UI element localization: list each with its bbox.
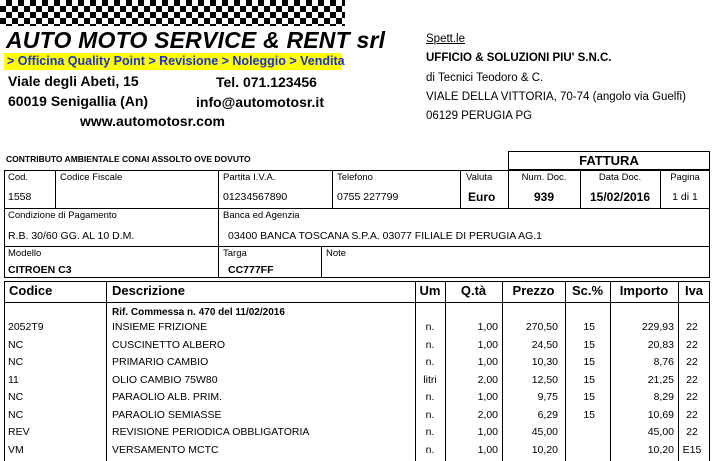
header-info-table xyxy=(4,170,710,278)
cell-importo: 45,00 xyxy=(647,426,674,438)
table-row xyxy=(0,424,726,441)
col-codice: Codice xyxy=(9,283,53,298)
cell-codice: NC xyxy=(8,408,24,421)
col-um: Um xyxy=(419,283,441,298)
col-descrizione: Descrizione xyxy=(112,283,185,298)
telefono-label: Telefono xyxy=(337,172,373,183)
cell-prezzo: 24,50 xyxy=(531,338,558,351)
cell-codice: NC xyxy=(8,391,24,403)
note-label: Note xyxy=(326,248,347,259)
cell-iva: 22 xyxy=(686,338,698,351)
customer-street: VIALE DELLA VITTORIA, 70-74 (angolo via Guelfi) xyxy=(426,91,686,103)
cell-descrizione: INSIEME FRIZIONE xyxy=(112,321,208,333)
col-iva: Iva xyxy=(684,283,704,298)
cell-iva: 22 xyxy=(686,426,698,438)
data-doc-value: 15/02/2016 xyxy=(589,190,651,204)
checkered-flag-banner xyxy=(0,0,345,26)
table-row xyxy=(0,442,726,459)
cell-prezzo: 45,00 xyxy=(531,426,558,438)
cell-prezzo: 9,75 xyxy=(537,391,558,403)
cod-label: Cod. xyxy=(8,172,29,183)
piva-value: 01234567890 xyxy=(223,191,288,203)
cell-codice: 11 xyxy=(8,373,19,386)
col-importo: Importo xyxy=(619,283,669,298)
cell-qta: 1,00 xyxy=(477,338,498,351)
data-doc-label: Data Doc. xyxy=(598,172,642,183)
cell-descrizione: PRIMARIO CAMBIO xyxy=(112,356,209,368)
cell-importo: 20,83 xyxy=(647,338,674,351)
cell-codice: 2052T9 xyxy=(8,321,44,333)
doc-type: FATTURA xyxy=(579,153,639,168)
cell-descrizione: REVISIONE PERIODICA OBBLIGATORIA xyxy=(112,426,310,438)
cell-um: n. xyxy=(425,338,435,351)
cell-codice: REV xyxy=(8,426,30,438)
cell-importo: 10,20 xyxy=(647,443,674,456)
cell-iva: E15 xyxy=(682,443,702,456)
modello-value: CITROEN C3 xyxy=(8,264,72,276)
cell-sconto: 15 xyxy=(583,408,595,421)
conai-notice: CONTRIBUTO AMBIENTALE CONAI ASSOLTO OVE DOVUTO xyxy=(6,154,251,164)
cell-iva: 22 xyxy=(686,373,698,386)
banca-value: 03400 BANCA TOSCANA S.P.A. 03077 FILIALE DI PERUGIA AG.1 xyxy=(228,230,543,242)
cell-qta: 1,00 xyxy=(477,356,498,368)
table-row xyxy=(0,319,726,336)
table-row xyxy=(0,354,726,371)
cell-codice: NC xyxy=(8,338,24,351)
piva-label: Partita I.V.A. xyxy=(223,172,276,183)
customer-owner: di Tecnici Teodoro & C. xyxy=(426,72,544,84)
company-phone: Tel. 071.123456 xyxy=(216,74,317,90)
company-city: 60019 Senigallia (An) xyxy=(8,93,149,109)
cell-descrizione: PARAOLIO SEMIASSE xyxy=(112,408,222,421)
pagamento-label: Condizione di Pagamento xyxy=(8,210,117,221)
cell-sconto: 15 xyxy=(583,391,595,403)
pagina-value: 1 di 1 xyxy=(672,191,698,203)
cell-prezzo: 270,50 xyxy=(525,321,558,333)
telefono-value: 0755 227799 xyxy=(337,191,399,203)
cell-importo: 8,29 xyxy=(653,391,674,403)
cell-um: n. xyxy=(425,391,435,403)
cell-sconto: 15 xyxy=(583,356,595,368)
cell-prezzo: 6,29 xyxy=(537,408,558,421)
modello-label: Modello xyxy=(8,248,42,259)
company-tagline: > Officina Quality Point > Revisione > Noleggio > Vendita xyxy=(4,53,342,70)
cell-codice: VM xyxy=(8,443,24,456)
customer-name: UFFICIO & SOLUZIONI PIU' S.N.C. xyxy=(426,52,612,64)
cell-sconto: 15 xyxy=(583,321,595,333)
company-website: www.automotosr.com xyxy=(80,113,225,129)
cell-um: n. xyxy=(425,321,435,333)
cell-qta: 1,00 xyxy=(477,426,498,438)
cell-importo: 21,25 xyxy=(647,373,674,386)
cell-prezzo: 12,50 xyxy=(531,373,558,386)
divider xyxy=(55,170,56,208)
cell-qta: 1,00 xyxy=(477,443,498,456)
divider xyxy=(218,170,219,278)
targa-label: Targa xyxy=(223,248,247,259)
table-row xyxy=(0,372,726,389)
cell-qta: 2,00 xyxy=(477,408,498,421)
cell-importo: 10,69 xyxy=(647,408,674,421)
col-prezzo: Prezzo xyxy=(512,283,555,298)
cell-qta: 1,00 xyxy=(477,391,498,403)
cell-um: n. xyxy=(425,356,435,368)
targa-value: CC777FF xyxy=(228,264,274,276)
cod-value: 1558 xyxy=(8,191,32,203)
cell-sconto: 15 xyxy=(583,338,595,351)
cell-qta: 1,00 xyxy=(477,321,498,333)
cell-um: n. xyxy=(425,408,435,421)
cell-importo: 229,93 xyxy=(641,321,674,333)
cell-um: n. xyxy=(425,443,435,456)
num-doc-value: 939 xyxy=(533,190,555,204)
cell-qta: 2,00 xyxy=(477,373,498,386)
cell-descrizione: OLIO CAMBIO 75W80 xyxy=(112,373,218,386)
col-sconto: Sc.% xyxy=(571,283,604,298)
table-row xyxy=(0,337,726,354)
num-doc-label: Num. Doc. xyxy=(521,172,567,183)
divider xyxy=(4,246,710,247)
divider xyxy=(4,302,710,303)
cell-um: n. xyxy=(425,426,435,438)
cell-descrizione: PARAOLIO ALB. PRIM. xyxy=(112,391,223,403)
table-row xyxy=(0,407,726,424)
divider xyxy=(4,208,710,209)
divider xyxy=(460,170,461,208)
cell-importo: 8,76 xyxy=(653,356,674,368)
cell-iva: 22 xyxy=(686,408,698,421)
cell-descrizione: VERSAMENTO MCTC xyxy=(112,443,219,456)
cell-codice: NC xyxy=(8,356,24,368)
customer-salutation: Spett.le xyxy=(426,33,465,45)
valuta-value: Euro xyxy=(468,190,496,204)
banca-label: Banca ed Agenzia xyxy=(223,210,300,221)
cell-descrizione: CUSCINETTO ALBERO xyxy=(112,338,225,351)
cell-sconto: 15 xyxy=(583,373,595,386)
pagina-label: Pagina xyxy=(670,172,700,183)
customer-city: 06129 PERUGIA PG xyxy=(426,110,533,122)
table-row xyxy=(0,389,726,406)
valuta-label: Valuta xyxy=(466,172,493,183)
cell-iva: 22 xyxy=(686,321,698,333)
order-reference: Rif. Commessa n. 470 del 11/02/2016 xyxy=(112,307,285,318)
cell-um: litri xyxy=(423,373,437,386)
cell-prezzo: 10,20 xyxy=(531,443,558,456)
company-name: AUTO MOTO SERVICE & RENT srl xyxy=(6,27,386,53)
col-qta: Q.tà xyxy=(460,283,487,298)
cell-prezzo: 10,30 xyxy=(531,356,558,368)
company-address: Viale degli Abeti, 15 xyxy=(8,73,139,89)
divider xyxy=(321,246,322,278)
pagamento-value: R.B. 30/60 GG. AL 10 D.M. xyxy=(8,230,135,242)
divider xyxy=(332,170,333,208)
codice-fiscale-label: Codice Fiscale xyxy=(60,172,123,183)
cell-iva: 22 xyxy=(686,391,698,403)
company-email: info@automotosr.it xyxy=(196,94,324,110)
cell-iva: 22 xyxy=(686,356,698,368)
